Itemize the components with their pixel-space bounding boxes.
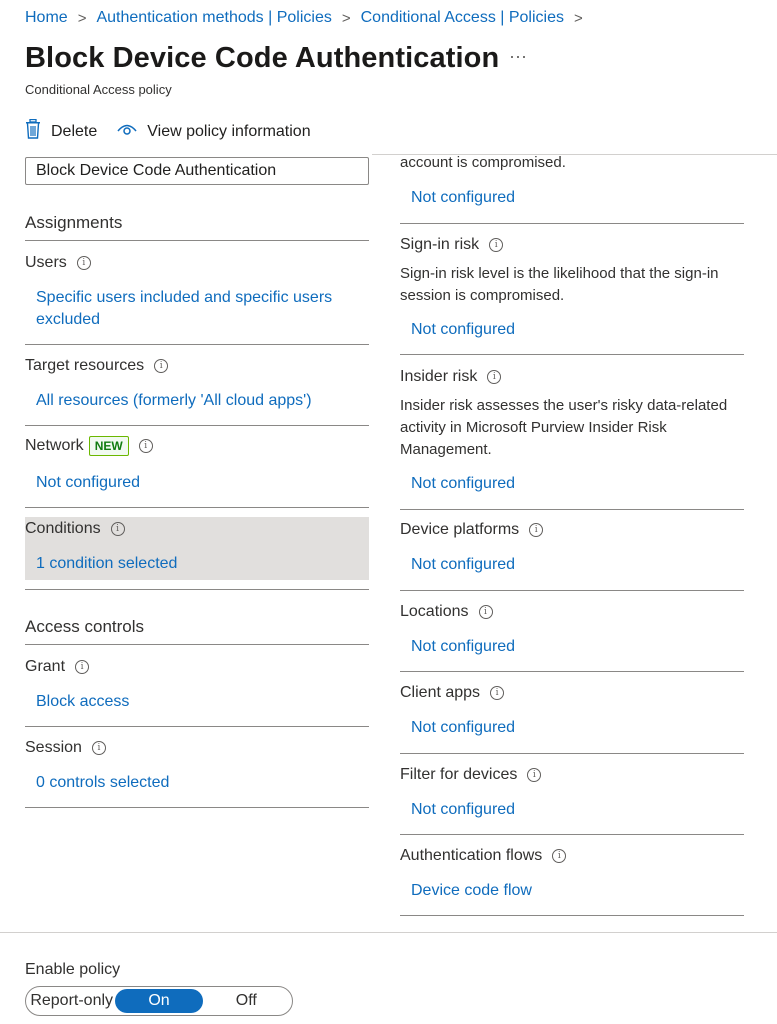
toggle-off[interactable]: Off: [235, 992, 257, 1009]
divider: [25, 807, 369, 808]
target-resources-label: [25, 357, 168, 375]
enable-policy-label: Enable policy: [25, 961, 121, 978]
info-icon[interactable]: i: [552, 849, 566, 863]
breadcrumb-separator: >: [341, 9, 351, 27]
device-platforms-label-text: Device platforms: [400, 521, 520, 538]
conditions-label: [25, 520, 125, 538]
client-apps-value-link[interactable]: Not configured: [411, 719, 516, 736]
users-label: [25, 254, 91, 272]
divider: [25, 589, 369, 590]
info-icon[interactable]: i: [92, 741, 106, 755]
grant-label-text: Grant: [25, 658, 66, 675]
assignments-heading: Assignments: [25, 213, 123, 232]
target-resources-label-text: Target resources: [25, 357, 145, 374]
network-label: [25, 436, 153, 456]
enable-policy-toggle: [25, 986, 293, 1016]
breadcrumb-conditional-access-policies[interactable]: Conditional Access | Policies: [360, 9, 564, 26]
network-value-link[interactable]: Not configured: [36, 474, 141, 491]
locations-label-text: Locations: [400, 603, 469, 620]
device-platforms-value-link[interactable]: Not configured: [411, 556, 516, 573]
divider: [25, 344, 369, 345]
client-apps-label-text: Client apps: [400, 684, 481, 701]
info-icon[interactable]: i: [490, 686, 504, 700]
insider-risk-label-text: Insider risk: [400, 368, 478, 385]
session-label-text: Session: [25, 739, 82, 756]
device-platforms-label: [400, 521, 543, 539]
grant-label: [25, 658, 89, 676]
toggle-report-only[interactable]: Report-only: [30, 992, 114, 1009]
target-resources-value-link[interactable]: All resources (formerly 'All cloud apps'): [36, 392, 312, 409]
breadcrumb-auth-methods-policies[interactable]: Authentication methods | Policies: [96, 9, 332, 26]
info-icon[interactable]: i: [527, 768, 541, 782]
divider: [400, 590, 744, 591]
info-icon[interactable]: i: [139, 439, 153, 453]
user-risk-description: account is compromised.: [400, 154, 566, 171]
client-apps-label: [400, 684, 504, 702]
divider: [25, 644, 369, 645]
users-label-text: Users: [25, 254, 67, 271]
network-label-text: Network: [25, 437, 84, 454]
divider: [400, 915, 744, 916]
delete-button[interactable]: [25, 119, 97, 144]
session-value-link[interactable]: 0 controls selected: [36, 774, 170, 791]
session-label: [25, 739, 106, 757]
users-value-link[interactable]: Specific users included and specific users excluded: [36, 289, 333, 328]
info-icon[interactable]: i: [489, 238, 503, 252]
access-controls-heading: Access controls: [25, 617, 145, 636]
divider: [25, 726, 369, 727]
info-icon[interactable]: i: [77, 256, 91, 270]
locations-label: [400, 603, 493, 621]
divider: [25, 425, 369, 426]
info-icon[interactable]: i: [479, 605, 493, 619]
page-subtitle: Conditional Access policy: [25, 82, 172, 97]
grant-value-link[interactable]: Block access: [36, 693, 130, 710]
breadcrumb-separator: >: [77, 9, 87, 27]
divider: [400, 753, 744, 754]
insider-risk-value-link[interactable]: Not configured: [411, 475, 516, 492]
toggle-on[interactable]: On: [115, 989, 202, 1013]
policy-name-input[interactable]: Block Device Code Authentication: [25, 157, 369, 185]
authentication-flows-label: [400, 847, 566, 865]
info-icon[interactable]: i: [529, 523, 543, 537]
view-policy-information-label: View policy information: [147, 122, 311, 140]
sign-in-risk-description: Sign-in risk level is the likelihood that the sign-in session is compromised.: [400, 265, 719, 304]
new-badge: NEW: [89, 436, 129, 456]
breadcrumb-separator: >: [574, 9, 583, 27]
insider-risk-label: [400, 368, 501, 386]
more-options-button[interactable]: ···: [509, 46, 527, 66]
filter-for-devices-label-text: Filter for devices: [400, 766, 518, 783]
locations-value-link[interactable]: Not configured: [411, 638, 516, 655]
sign-in-risk-label-text: Sign-in risk: [400, 236, 480, 253]
filter-for-devices-value-link[interactable]: Not configured: [411, 801, 516, 818]
user-risk-value-link[interactable]: Not configured: [411, 189, 516, 206]
authentication-flows-label-text: Authentication flows: [400, 847, 543, 864]
breadcrumb-home[interactable]: Home: [25, 9, 68, 26]
breadcrumb: [25, 9, 593, 27]
info-icon[interactable]: i: [75, 660, 89, 674]
info-icon[interactable]: i: [487, 370, 501, 384]
delete-label: Delete: [51, 122, 98, 140]
info-icon[interactable]: i: [111, 522, 125, 536]
divider: [400, 223, 744, 224]
filter-for-devices-label: [400, 766, 541, 784]
info-icon[interactable]: i: [154, 359, 168, 373]
sign-in-risk-value-link[interactable]: Not configured: [411, 321, 516, 338]
divider: [25, 507, 369, 508]
divider: [25, 240, 369, 241]
divider: [400, 671, 744, 672]
trash-icon: [25, 119, 51, 144]
divider: [400, 834, 744, 835]
divider: [400, 509, 744, 510]
sign-in-risk-label: [400, 236, 503, 254]
view-policy-information-button[interactable]: [117, 122, 310, 141]
authentication-flows-value-link[interactable]: Device code flow: [411, 882, 532, 899]
command-bar: [25, 119, 331, 144]
conditions-label-text: Conditions: [25, 520, 101, 537]
eye-icon: [117, 122, 147, 141]
page-title: Block Device Code Authentication: [25, 42, 500, 74]
insider-risk-description: Insider risk assesses the user's risky data-related activity in Microsoft Purview Insider Risk Management.: [400, 397, 728, 458]
footer-divider: [0, 932, 777, 933]
divider: [400, 354, 744, 355]
conditions-value-link[interactable]: 1 condition selected: [36, 555, 178, 572]
